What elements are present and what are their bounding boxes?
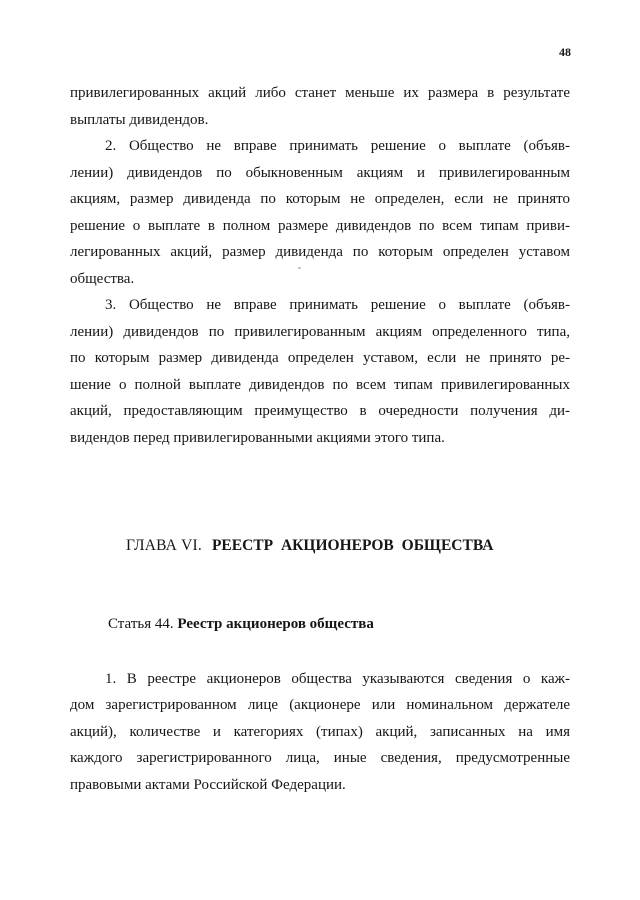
text-line: лении) дивидендов по обыкновенным акциям и привилегированным	[70, 165, 570, 181]
article-heading	[108, 615, 374, 633]
text-line: акциям, размер дивиденда по которым не определен, если не принято	[70, 191, 570, 207]
text-line: лении) дивидендов по привилегированным акциям определенного типа,	[70, 324, 570, 340]
text-line: 1. В реестре акционеров общества указываются сведения о каж-	[105, 671, 570, 687]
chapter-heading	[126, 536, 493, 556]
scan-speck	[298, 267, 301, 269]
text-line: акций), количестве и категориях (типах) акций, записанных на имя	[70, 724, 570, 740]
text-line: акций, предоставляющим преимущество в очередности получения ди-	[70, 403, 570, 419]
text-line: по которым размер дивиденда определен уставом, если не принято ре-	[70, 350, 570, 366]
text-line: каждого зарегистрированного лица, иные сведения, предусмотренные	[70, 750, 570, 766]
text-line: решение о выплате в полном размере дивидендов по всем типам приви-	[70, 218, 570, 234]
text-line: привилегированных акций либо станет меньше их размера в результате	[70, 85, 570, 101]
article-title: Реестр акционеров общества	[177, 616, 374, 632]
page-number: 48	[559, 45, 571, 59]
text-line: общества.	[70, 271, 135, 287]
text-line: шение о полной выплате дивидендов по всем типам привилегированных	[70, 377, 570, 393]
text-line: правовыми актами Российской Федерации.	[70, 777, 346, 793]
text-line: легированных акций, размер дивиденда по которым определен уставом	[70, 244, 570, 260]
text-line: 3. Общество не вправе принимать решение о выплате (объяв-	[105, 297, 570, 313]
chapter-label: ГЛАВА VI.	[126, 537, 202, 554]
chapter-title: РЕЕСТР АКЦИОНЕРОВ ОБЩЕСТВА	[211, 537, 494, 554]
article-label: Статья 44.	[108, 616, 174, 632]
text-line: 2. Общество не вправе принимать решение о выплате (объяв-	[105, 138, 570, 154]
text-line: дом зарегистрированном лице (акционере или номинальном держателе	[70, 697, 570, 713]
text-line: видендов перед привилегированными акциями этого типа.	[70, 430, 445, 446]
text-line: выплаты дивидендов.	[70, 112, 209, 128]
